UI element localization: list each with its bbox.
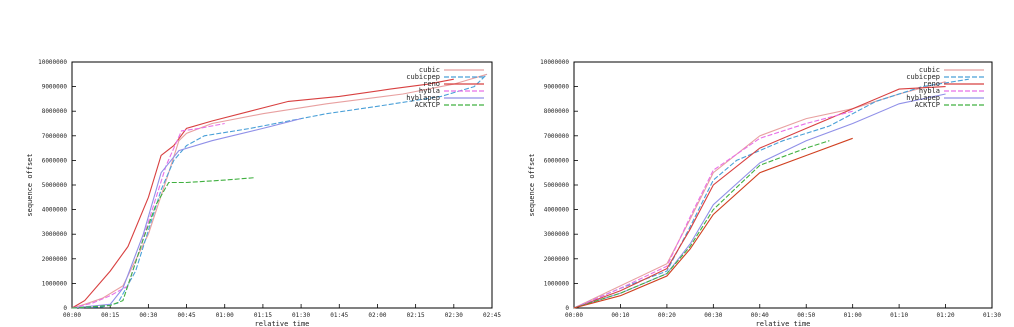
x-tick-label: 02:30	[444, 312, 463, 319]
series-line-unnamed	[574, 138, 853, 308]
legend-label: cubicpep	[906, 73, 940, 81]
y-tick-label: 5000000	[543, 182, 569, 189]
x-tick-label: 00:30	[704, 312, 723, 319]
y-tick-label: 0	[63, 305, 67, 312]
x-tick-label: 01:00	[843, 312, 862, 319]
left-plot	[26, 59, 501, 327]
x-tick-label: 00:00	[62, 312, 82, 319]
right-plot	[528, 59, 1001, 327]
series-line-cubicpep	[574, 79, 969, 308]
y-tick-label: 1000000	[41, 280, 67, 288]
y-tick-label: 1000000	[543, 280, 569, 288]
y-tick-label: 7000000	[41, 132, 67, 140]
x-tick-label: 02:45	[482, 312, 502, 319]
x-tick-label: 00:40	[750, 312, 769, 319]
x-tick-label: 00:15	[101, 312, 120, 319]
y-tick-label: 8000000	[543, 108, 569, 116]
y-tick-label: 6000000	[41, 157, 67, 165]
legend-label: hybla	[418, 87, 440, 95]
x-tick-label: 02:15	[406, 312, 425, 319]
x-tick-label: 00:00	[564, 312, 584, 319]
x-tick-label: 02:00	[368, 312, 387, 319]
legend-label: reno	[923, 80, 940, 88]
legend-label: hybla	[918, 87, 940, 95]
series-line-hyblapep	[574, 94, 946, 308]
y-tick-label: 3000000	[41, 231, 67, 239]
y-tick-label: 8000000	[41, 108, 67, 116]
y-tick-label: 2000000	[41, 255, 67, 263]
series-line-ACKTCP	[72, 178, 255, 308]
y-tick-label: 9000000	[543, 83, 569, 91]
x-axis-label: relative time	[254, 320, 310, 327]
y-tick-label: 0	[565, 305, 569, 312]
x-tick-label: 00:45	[177, 312, 196, 319]
y-tick-label: 5000000	[41, 182, 67, 189]
legend-label: cubicpep	[406, 73, 440, 81]
y-tick-label: 4000000	[543, 206, 569, 214]
y-tick-label: 2000000	[543, 255, 569, 263]
x-tick-label: 01:10	[890, 312, 909, 319]
y-tick-label: 6000000	[543, 157, 569, 165]
y-tick-label: 10000000	[540, 59, 569, 66]
x-tick-label: 01:20	[936, 312, 955, 319]
series-line-cubic	[574, 82, 946, 308]
legend-label: cubic	[418, 66, 440, 74]
series-line-hyblapep	[72, 119, 301, 308]
legend-label: hyblapep	[906, 94, 940, 102]
x-tick-label: 01:30	[982, 312, 1002, 319]
x-tick-label: 00:50	[797, 312, 816, 319]
legend-label: ACKTCP	[414, 101, 440, 109]
y-tick-label: 3000000	[543, 231, 569, 239]
y-axis-label: sequence offset	[528, 153, 536, 217]
x-tick-label: 01:15	[253, 312, 272, 319]
x-tick-label: 01:00	[215, 312, 234, 319]
y-axis-label: sequence offset	[26, 153, 34, 217]
x-tick-label: 00:30	[139, 312, 158, 319]
x-tick-label: 00:20	[657, 312, 676, 319]
legend-label: ACKTCP	[914, 101, 940, 109]
y-tick-label: 10000000	[38, 59, 67, 66]
legend-label: cubic	[918, 66, 940, 74]
x-tick-label: 01:30	[292, 312, 311, 319]
x-tick-label: 00:10	[611, 312, 630, 319]
series-line-cubicpep	[72, 74, 487, 308]
legend-label: hyblapep	[406, 94, 440, 102]
y-tick-label: 7000000	[543, 132, 569, 140]
x-tick-label: 01:45	[330, 312, 349, 319]
y-tick-label: 4000000	[41, 206, 67, 214]
x-axis-label: relative time	[755, 320, 811, 327]
legend-label: reno	[423, 80, 440, 88]
series-line-reno	[574, 87, 946, 308]
y-tick-label: 9000000	[41, 83, 67, 91]
